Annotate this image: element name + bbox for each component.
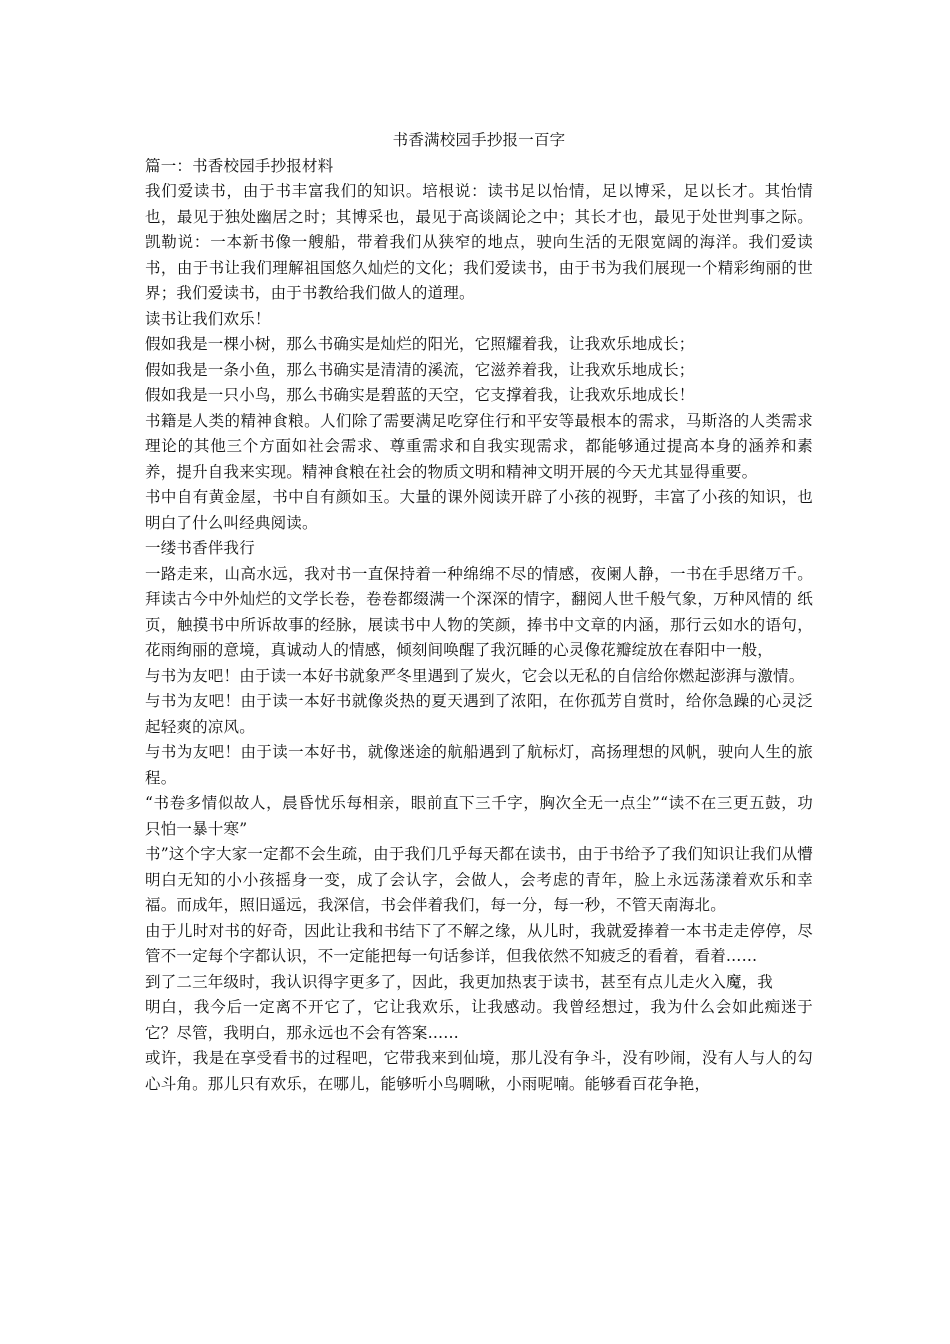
paragraph: 明白，我今后一定离不开它了，它让我欢乐，让我感动。我曾经想过，我为什么会如此痴迷于它？尽管，我明白，那永远也不会有答案…… <box>145 998 813 1042</box>
paragraph: 假如我是一只小鸟，那么书确实是碧蓝的天空，它支撑着我，让我欢乐地成长！ <box>145 386 695 404</box>
paragraph: 假如我是一条小鱼，那么书确实是清清的溪流，它滋养着我，让我欢乐地成长； <box>145 360 695 379</box>
paragraph: 书籍是人类的精神食粮。人们除了需要满足吃穿住行和平安等最根本的需求，马斯洛的人类需求理论的其他三个方面如社会需求、尊重需求和自我实现需求，都能够通过提高本身的涵养和素养，提升自我来实现。精神食粮在社会的物质文明和精神文明开展的今天尤其显得重要。 <box>145 411 813 481</box>
paragraph: 篇一：书香校园手抄报材料 <box>145 156 334 175</box>
paragraph: 书中自有黄金屋，书中自有颜如玉。大量的课外阅读开辟了小孩的视野，丰富了小孩的知识，也明白了什么叫经典阅读。 <box>145 488 813 532</box>
paragraph: 我们爱读书，由于书丰富我们的知识。培根说：读书足以怡情，足以博采，足以长才。其怡情也，最见于独处幽居之时；其博采也，最见于高谈阔论之中；其长才也，最见于处世判事之际。凯勒说：一本新书像一艘船，带着我们从狭窄的地点，驶向生活的无限宽阔的海洋。我们爱读书，由于书让我们理解祖国悠久灿烂的文化；我们爱读书，由于书为我们展现一个精彩绚丽的世界；我们爱读书，由于书教给我们做人的道理。 <box>145 182 813 302</box>
paragraph: 一缕书香伴我行 <box>145 539 255 557</box>
paragraph: “书卷多情似故人，晨昏忧乐每相亲，眼前直下三千字，胸次全无一点尘”“读不在三更五鼓，功只怕一暴十寒” <box>145 794 813 838</box>
paragraph: 与书为友吧！由于读一本好书，就像迷途的航船遇到了航标灯，高扬理想的风帆，驶向人生的旅程。 <box>145 743 813 787</box>
paragraph: 读书让我们欢乐！ <box>145 309 271 328</box>
document-title: 书香满校园手抄报一百字 <box>392 131 566 149</box>
paragraph: 书”这个字大家一定都不会生疏，由于我们几乎每天都在读书，由于书给予了我们知识让我们从懵明白无知的小小孩摇身一变，成了会认字，会做人，会考虑的青年，脸上永远荡漾着欢乐和幸福。而成年，照旧遥远，我深信，书会伴着我们，每一分，每一秒，不管天南海北。 <box>145 845 813 914</box>
paragraph: 到了二三年级时，我认识得字更多了，因此，我更加热衷于读书，甚至有点儿走火入魔，我 <box>145 972 774 991</box>
paragraph: 与书为友吧！由于读一本好书就像炎热的夏天遇到了浓阳，在你孤芳自赏时，给你急躁的心灵泛起轻爽的凉风。 <box>145 692 813 736</box>
paragraph: 由于儿时对书的好奇，因此让我和书结下了不解之缘，从儿时，我就爱捧着一本书走走停停，尽管不一定每个字都认识，不一定能把每一句话参详，但我依然不知疲乏的看着，看着…… <box>145 921 813 965</box>
paragraph: 或许，我是在享受看书的过程吧，它带我来到仙境，那儿没有争斗，没有吵闹，没有人与人的勾心斗角。那儿只有欢乐，在哪儿，能够听小鸟啁啾，小雨呢喃。能够看百花争艳， <box>145 1049 813 1093</box>
document-page <box>145 128 813 1097</box>
paragraph: 一路走来，山高水远，我对书一直保持着一种绵绵不尽的情感，夜阑人静，一书在手思绪万千。拜读古今中外灿烂的文学长卷，卷卷都缀满一个深深的情字，翻阅人世千般气象，万种风情的 纸页，触摸书中所诉故事的经脉，展读书中人物的笑颜，捧书中文章的内涵，那行云如水的语句，花雨绚丽的意境，真诚动人的情感，倾刻间唤醒了我沉睡的心灵像花瓣绽放在春阳中一般， <box>145 564 813 659</box>
document-body <box>145 154 813 1098</box>
paragraph: 假如我是一棵小树，那么书确实是灿烂的阳光，它照耀着我，让我欢乐地成长； <box>145 335 695 353</box>
paragraph: 与书为友吧！由于读一本好书就象严冬里遇到了炭火，它会以无私的自信给你燃起澎湃与激情。 <box>145 666 805 685</box>
